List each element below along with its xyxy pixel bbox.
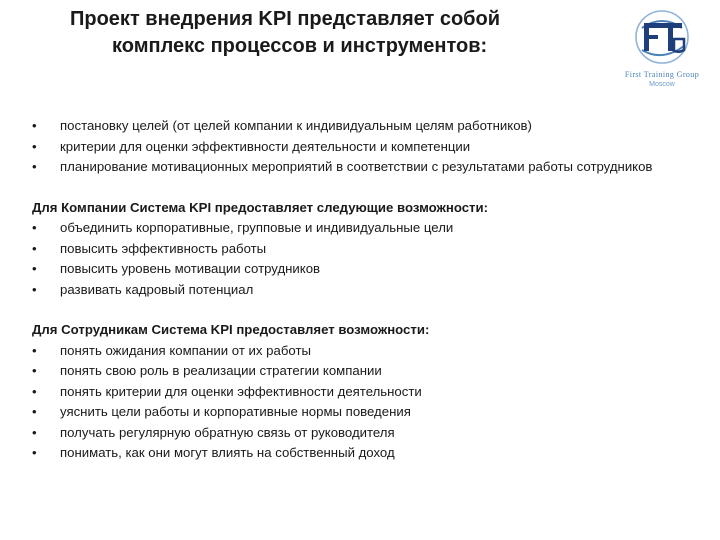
bullet-icon: • bbox=[32, 424, 37, 440]
list-item-text: понять ожидания компании от их работы bbox=[60, 342, 311, 358]
list-item bbox=[32, 280, 702, 301]
bullet-icon: • bbox=[32, 383, 37, 399]
logo-company-name: First Training Group bbox=[624, 70, 700, 79]
list-item bbox=[32, 402, 702, 423]
list-item bbox=[32, 423, 702, 444]
intro-list bbox=[32, 116, 702, 178]
list-item-text: критерии для оценки эффективности деятельности и компетенции bbox=[60, 138, 471, 154]
list-item-text: развивать кадровый потенциал bbox=[60, 281, 254, 297]
bullet-icon: • bbox=[32, 220, 37, 235]
list-item bbox=[32, 361, 702, 382]
ftg-logo-icon bbox=[622, 6, 702, 68]
list-item bbox=[32, 382, 702, 403]
list-item-text: повысить эффективность работы bbox=[60, 240, 267, 256]
company-logo bbox=[612, 6, 712, 102]
bullet-icon: • bbox=[32, 261, 37, 276]
bullet-icon: • bbox=[32, 445, 37, 460]
list-item-text: понять свою роль в реализации стратегии компании bbox=[60, 363, 382, 378]
list-item bbox=[32, 116, 702, 137]
bullet-icon: • bbox=[32, 118, 37, 133]
list-item-text: постановку целей (от целей компании к индивидуальным целям работников) bbox=[60, 118, 532, 133]
list-item bbox=[32, 157, 702, 178]
list-item bbox=[32, 259, 702, 280]
slide-title bbox=[70, 6, 590, 60]
list-item-text: объединить корпоративные, групповые и индивидуальные цели bbox=[60, 220, 454, 235]
employees-benefits-list bbox=[32, 341, 702, 464]
list-item bbox=[32, 239, 702, 260]
bullet-icon: • bbox=[32, 404, 37, 419]
bullet-icon: • bbox=[32, 240, 37, 256]
list-item-text: повысить уровень мотивации сотрудников bbox=[60, 261, 321, 276]
list-item bbox=[32, 137, 702, 158]
list-item-text: получать регулярную обратную связь от руководителя bbox=[60, 424, 395, 440]
title-line-2: комплекс процессов и инструментов: bbox=[112, 35, 488, 57]
title-line-1: Проект внедрения KPI представляет собой bbox=[70, 8, 501, 30]
bullet-icon: • bbox=[32, 138, 37, 154]
list-item bbox=[32, 443, 702, 464]
list-item-text: уяснить цели работы и корпоративные нормы поведения bbox=[60, 404, 411, 419]
list-item-text: планирование мотивационных мероприятий в соответствии с результатами работы сотрудников bbox=[60, 159, 653, 174]
company-benefits-list bbox=[32, 218, 702, 300]
bullet-icon: • bbox=[32, 342, 37, 358]
bullet-icon: • bbox=[32, 281, 37, 297]
list-item bbox=[32, 218, 702, 239]
list-item bbox=[32, 341, 702, 362]
company-heading: Для Компании Система KPI предоставляет следующие возможности: bbox=[32, 199, 489, 215]
bullet-icon: • bbox=[32, 363, 37, 378]
list-item-text: понимать, как они могут влиять на собственный доход bbox=[60, 445, 395, 460]
bullet-icon: • bbox=[32, 159, 37, 174]
logo-city: Moscow bbox=[649, 81, 675, 88]
list-item-text: понять критерии для оценки эффективности деятельности bbox=[60, 383, 422, 399]
slide-body bbox=[32, 116, 702, 464]
employees-heading: Для Сотрудникам Система KPI предоставляет возможности: bbox=[32, 322, 430, 337]
